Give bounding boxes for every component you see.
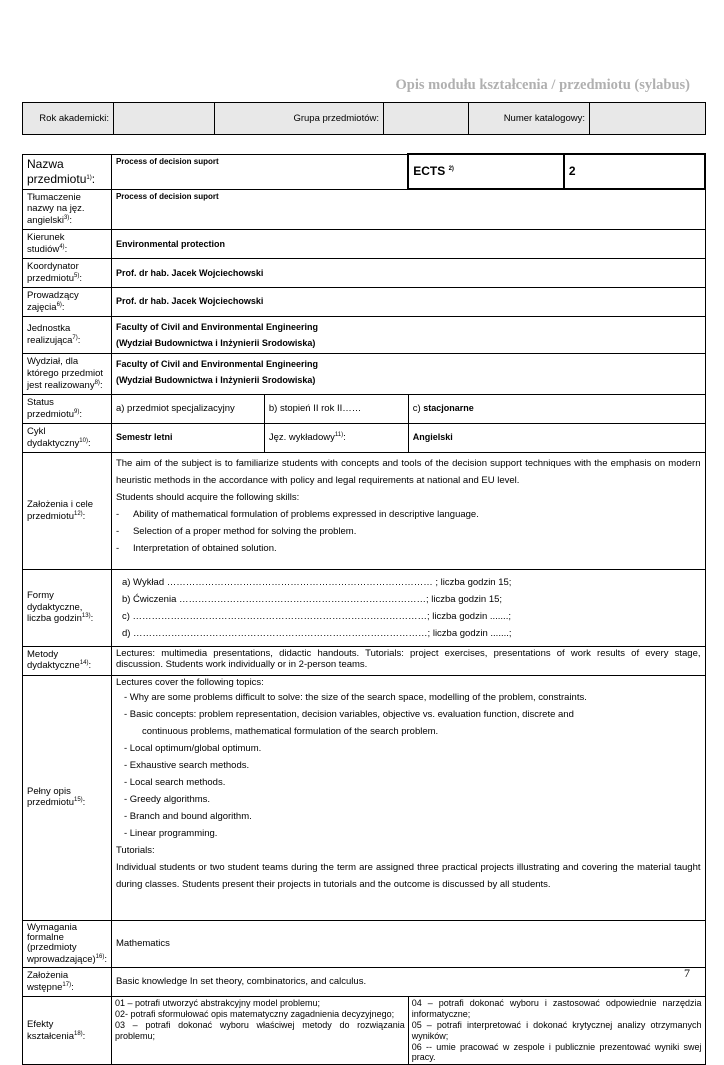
formy-value <box>111 569 705 646</box>
skill-item: - Ability of mathematical formulation of problems expressed in descriptive language. <box>116 506 701 523</box>
grupa-label: Grupa przedmiotów: <box>215 103 384 135</box>
prowadzacy-value: Prof. dr hab. Jacek Wojciechowski <box>111 288 705 317</box>
nazwa-value: Process of decision suport <box>111 154 408 189</box>
topic-item: - Why are some problems difficult to solve: the size of the search space, modelling of the problem, constraints. <box>123 691 587 703</box>
syllabus-table <box>22 153 706 1065</box>
document-title: Opis modułu kształcenia / przedmiotu (sylabus) <box>395 77 690 93</box>
wydzial-value: Faculty of Civil and Environmental Engineering (Wydział Budownictwa i Inżynierii Srodowiska) <box>111 354 705 395</box>
koordynator-value: Prof. dr hab. Jacek Wojciechowski <box>111 259 705 288</box>
catalog-table <box>22 102 706 135</box>
page-number: 7 <box>684 966 690 980</box>
jednostka-label: Jednostka realizująca$^{7)}$: <box>23 317 112 354</box>
efekt-item: 03 – potrafi dokonać wyboru właściwej metody do rozwiązania problemu; <box>114 1019 405 1041</box>
efekt-item: 02- potrafi sformułować opis matematyczny zagadnienia decyzyjnego; <box>114 1009 395 1020</box>
topic-item: - Greedy algorithms. <box>123 793 211 805</box>
skill-item: - Interpretation of obtained solution. <box>116 540 701 557</box>
ects-label: ECTS $^{2)}$ <box>408 154 564 189</box>
forma-item: b) Ćwiczenia ……………………………………………………………………; liczba godzin 15; <box>121 593 503 605</box>
status-b: b) stopień II rok II…… <box>264 394 408 423</box>
forma-item: a) Wykład ………………………………………………………………………… ; liczba godzin 15; <box>121 576 512 588</box>
status-a: a) przedmiot specjalizacyjny <box>111 394 264 423</box>
kierunek-label: Kierunek studiów$^{4)}$: <box>23 230 112 259</box>
numer-value <box>590 103 706 135</box>
tutorials-text: Individual students or two student teams during the term are assigned three practical projects illustrating and covering the material taught during classes. Students present their projects in tutorials and the outcome is discussed by all students. <box>115 861 701 890</box>
status-label: Status przedmiotu$^{9)}$: <box>23 394 112 423</box>
cykl-value: Semestr letni <box>111 423 264 452</box>
metody-value: Lectures: multimedia presentations, didactic handouts. Tutorials: project exercises, presentations of work results of every stage, discussion. Students work individually or in 2-person teams. <box>111 646 705 675</box>
tlumaczenie-value: Process of decision suport <box>111 189 705 230</box>
topic-item: - Branch and bound algorithm. <box>123 810 252 822</box>
grupa-value <box>384 103 469 135</box>
ects-value: 2 <box>564 154 705 189</box>
topic-item: - Exhaustive search methods. <box>123 759 250 771</box>
pelny-intro: Lectures cover the following topics: <box>115 676 264 688</box>
prowadzacy-label: Prowadzący zajęcia$^{6)}$: <box>23 288 112 317</box>
cykl-label: Cykl dydaktyczny$^{10)}$: <box>23 423 112 452</box>
topic-item: - Local search methods. <box>123 776 226 788</box>
zalozenia-wstepne-value: Basic knowledge In set theory, combinatorics, and calculus. <box>111 968 705 997</box>
efekty-label: Efekty kształcenia$^{18)}$: <box>23 997 112 1065</box>
efekt-item: 05 – potrafi interpretować i dokonać krytycznej analizy otrzymanych wyników; <box>411 1019 702 1041</box>
forma-item: c) …………………………………………………………………………………; liczba godzin .......; <box>121 610 511 622</box>
skills-intro: Students should acquire the following skills: <box>115 491 300 503</box>
efekt-item: 06 -- umie pracować w zespole i publicznie prezentować wyniki swej pracy. <box>411 1041 702 1063</box>
jezyk-label: Jęz. wykładowy$^{11)}$: <box>264 423 408 452</box>
efekt-item: 04 – potrafi dokonać wyboru i zastosować odpowiednie narzędzia informatyczne; <box>411 998 702 1020</box>
rok-label: Rok akademicki: <box>23 103 114 135</box>
kierunek-value: Environmental protection <box>111 230 705 259</box>
topic-item: - Linear programming. <box>123 827 218 839</box>
formy-label: Formy dydaktyczne, liczba godzin$^{13)}$: <box>23 569 112 646</box>
numer-label: Numer katalogowy: <box>469 103 590 135</box>
zalozenia-wstepne-label: Założenia wstępne$^{17)}$: <box>23 968 112 997</box>
jezyk-value: Angielski <box>408 423 705 452</box>
pelny-label: Pełny opis przedmiotu$^{15)}$: <box>23 675 112 920</box>
wydzial-label: Wydział, dla którego przedmiot jest realizowany$^{8)}$: <box>23 354 112 395</box>
zalozenia-label: Założenia i cele przedmiotu$^{12)}$: <box>23 452 112 569</box>
status-c: c) stacjonarne <box>408 394 705 423</box>
nazwa-label: Nazwa przedmiotu$^{1)}$: <box>23 154 112 189</box>
metody-label: Metody dydaktyczne$^{14)}$: <box>23 646 112 675</box>
forma-item: d) …………………………………………………………………………………; liczba godzin .......; <box>121 627 512 639</box>
efekt-item: 01 – potrafi utworzyć abstrakcyjny model problemu; <box>114 998 321 1009</box>
topic-item: - Local optimum/global optimum. <box>123 742 262 754</box>
tlumaczenie-label: Tłumaczenie nazwy na jęz. angielski$^{3)}$: <box>23 189 112 230</box>
topic-item: continuous problems, mathematical formulation of the search problem. <box>141 725 439 737</box>
wymagania-label: Wymagania formalne (przedmioty wprowadzające)$^{16)}$: <box>23 920 112 968</box>
efekty-left <box>111 997 408 1065</box>
skill-item: - Selection of a proper method for solving the problem. <box>116 523 701 540</box>
efekty-right <box>408 997 705 1065</box>
rok-value <box>114 103 215 135</box>
pelny-value <box>111 675 705 920</box>
zalozenia-value <box>111 452 705 569</box>
zalozenia-intro: The aim of the subject is to familiarize students with concepts and tools of the decision support techniques with the emphasis on modern heuristic methods in the accordance with policy and legal requirements at national and EU level. <box>115 457 701 486</box>
jednostka-value: Faculty of Civil and Environmental Engineering (Wydział Budownictwa i Inżynierii Srodowiska) <box>111 317 705 354</box>
wymagania-value: Mathematics <box>111 920 705 968</box>
topic-item: - Basic concepts: problem representation, decision variables, objective vs. evaluation function, discrete and <box>123 708 574 720</box>
tutorials-label: Tutorials: <box>115 844 155 856</box>
skills-list <box>116 506 701 557</box>
koordynator-label: Koordynator przedmiotu$^{5)}$: <box>23 259 112 288</box>
